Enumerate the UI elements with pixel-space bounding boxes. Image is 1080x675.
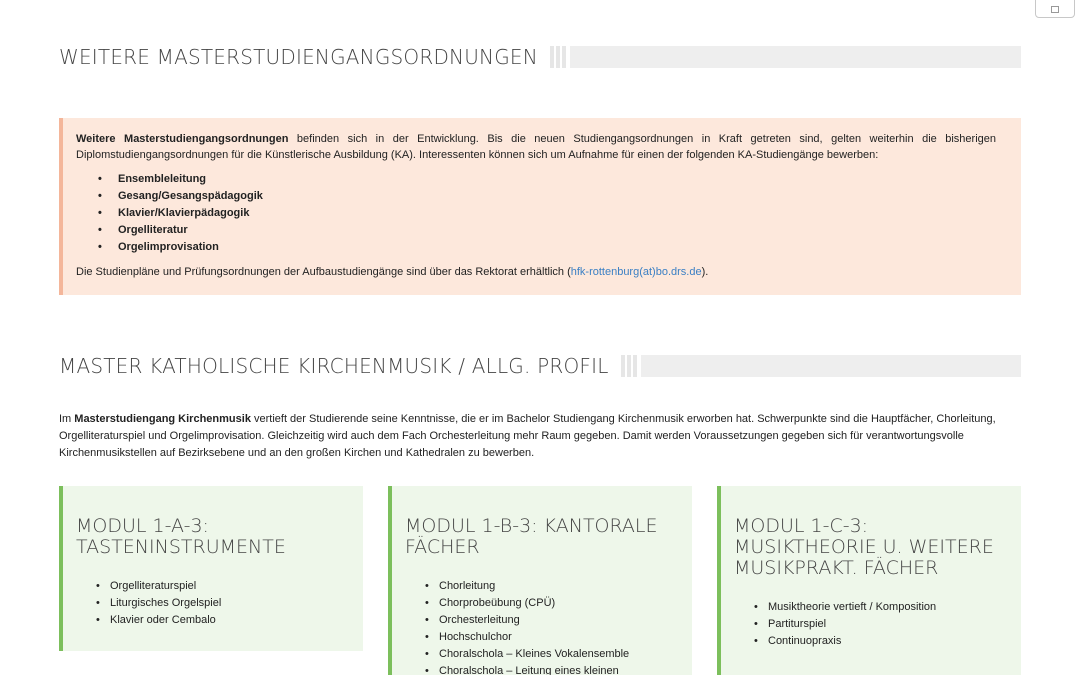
notice-footer-end: ). xyxy=(701,266,709,278)
module-list xyxy=(754,599,1009,650)
header-rule xyxy=(570,46,1021,68)
module-title: MODUL 1-A-3: TASTENINSTRUMENTE xyxy=(76,515,286,558)
square-icon xyxy=(1051,6,1059,13)
intro-bold: Masterstudiengang Kirchenmusik xyxy=(74,413,251,425)
list-item: • Klavier/Klavierpädagogik xyxy=(98,205,996,222)
intro-text xyxy=(59,411,1021,462)
notice-lead: Weitere Masterstudiengangsordnungen xyxy=(76,133,289,145)
ka-program-list xyxy=(98,171,996,256)
section-header-weitere xyxy=(59,45,1021,69)
list-item: • Chorprobeübung (CPÜ) xyxy=(425,595,680,612)
list-item: • Ensembleleitung xyxy=(98,171,996,188)
list-item: • Choralschola – Kleines Vokalensemble xyxy=(425,646,680,663)
notice-footer xyxy=(76,264,996,280)
corner-button[interactable] xyxy=(1035,0,1075,18)
module-card-1c3 xyxy=(717,486,1021,675)
header-decoration xyxy=(550,46,568,68)
section-header-master xyxy=(59,354,1021,378)
list-item: • Klavier oder Cembalo xyxy=(96,612,351,629)
module-list xyxy=(425,578,680,675)
module-card-1a3 xyxy=(59,486,363,651)
notice-footer-text: Die Studienpläne und Prüfungsordnungen der Aufbaustudiengänge sind über das Rektorat erhältlich ( xyxy=(76,266,571,278)
list-item: • Partiturspiel xyxy=(754,616,1009,633)
module-card-1b3 xyxy=(388,486,692,675)
section-title: MASTER KATHOLISCHE KIRCHENMUSIK / ALLG. PROFIL xyxy=(59,354,609,378)
intro-prefix: Im xyxy=(59,413,75,425)
list-item: • Hochschulchor xyxy=(425,629,680,646)
list-item: • Orchesterleitung xyxy=(425,612,680,629)
module-title: MODUL 1-C-3: MUSIKTHEORIE U. WEITERE MUSIKPRAKT. FÄCHER xyxy=(734,515,994,579)
notice-lead-text: befinden sich in der Entwicklung. Bis die neuen Studiengangsordnungen in Kraft getreten sind, gelten weiterhin die bisherigen Diplomstudiengangsordnungen für die Künstlerische Ausbildung (KA). Interessenten können sich um Aufnahme für einen der folgenden KA-Studiengänge bewerben: xyxy=(76,133,996,161)
list-item: • Orgelliteraturspiel xyxy=(96,578,351,595)
module-title: MODUL 1-B-3: KANTORALE FÄCHER xyxy=(405,515,658,558)
list-item: • Chorleitung xyxy=(425,578,680,595)
list-item: • Orgelimprovisation xyxy=(98,239,996,256)
list-item: • Liturgisches Orgelspiel xyxy=(96,595,351,612)
list-item: • Gesang/Gesangspädagogik xyxy=(98,188,996,205)
list-item: • Choralschola – Leitung eines kleinen xyxy=(425,663,680,675)
list-item: • Musiktheorie vertieft / Komposition xyxy=(754,599,1009,616)
header-rule xyxy=(641,355,1021,377)
module-list xyxy=(96,578,351,629)
section-title: WEITERE MASTERSTUDIENGANGSORDNUNGEN xyxy=(59,45,538,69)
header-decoration xyxy=(621,355,639,377)
email-link[interactable]: hfk-rottenburg(at)bo.drs.de xyxy=(570,266,702,278)
notice-text xyxy=(76,131,996,163)
list-item: • Continuopraxis xyxy=(754,633,1009,650)
notice-box xyxy=(59,118,1021,295)
intro-body: vertieft der Studierende seine Kenntnisse, die er im Bachelor Studiengang Kirchenmusik erworben hat. Schwerpunkte sind die Hauptfächer, Chorleitung, Orgelliteraturspiel und Orgelimprovisation. Gleichzeitig wird auch dem Fach Orchesterleitung mehr Raum gegeben. Damit werden Voraussetzungen gegeben sich für verantwortungsvolle Kirchenmusikstellen auf Bezirksebene und an den großen Kirchen und Kathedralen zu bewerben. xyxy=(59,413,996,459)
list-item: • Orgelliteratur xyxy=(98,222,996,239)
